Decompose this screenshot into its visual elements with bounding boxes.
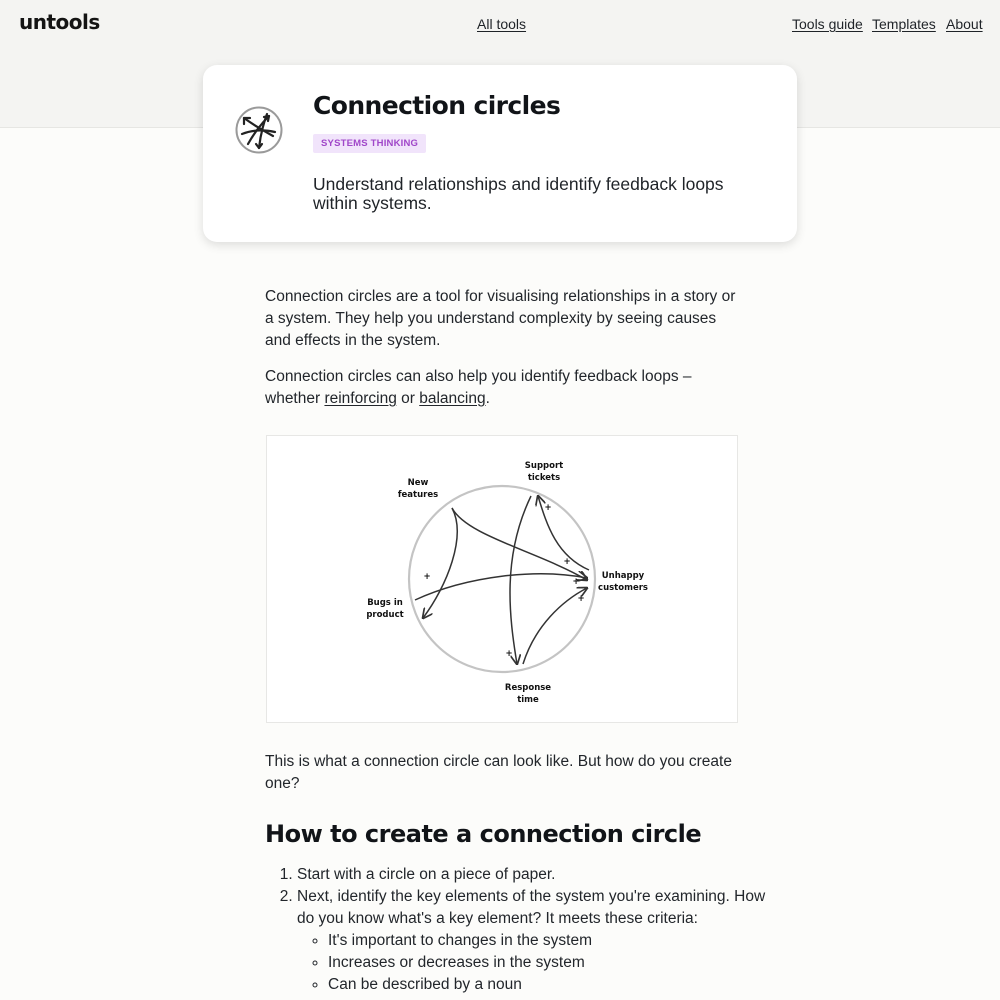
criteria-item: ◦ Increases or decreases in the system [328,952,777,974]
intro-section [265,286,745,424]
connection-circle-icon [235,106,283,154]
plus-sign: + [563,557,571,567]
nav-all-tools[interactable]: All tools [477,16,527,32]
step-2 [297,886,777,996]
nav-templates[interactable]: Templates [872,16,936,32]
steps-list [265,864,777,996]
category-tag[interactable]: SYSTEMS THINKING [313,134,426,153]
label-new-2: features [397,490,439,500]
arrows [415,496,589,664]
intro-paragraph: Connection circles are a tool for visualising relationships in a story or a system. They help you understand complexity by seeing causes and effects in the system. [265,288,736,349]
feedback-text-mid: or [396,390,420,407]
label-unhappy-2: customers [598,583,648,593]
tool-description: Understand relationships and identify feedback loops within systems. [313,174,724,213]
feedback-paragraph [265,366,745,410]
plus-sign: + [577,594,585,604]
label-support-1: Support [524,461,564,471]
label-bugs-1: Bugs in [367,598,403,608]
tool-header-card [203,65,797,242]
circle-outline [409,486,595,672]
label-bugs-2: product [366,610,404,620]
label-support-2: tickets [527,473,561,483]
connection-circle-diagram [266,435,738,723]
nav-tools-guide[interactable]: Tools guide [792,16,863,32]
nav-about[interactable]: About [946,16,983,32]
section-heading: How to create a connection circle [265,820,702,848]
label-response-1: Response [504,683,552,693]
criteria-list [297,930,777,996]
logo[interactable]: untools [19,10,100,34]
feedback-text-end: . [485,390,490,407]
label-response-2: time [517,695,539,705]
plus-sign: + [423,572,431,582]
plus-sign: + [505,649,513,659]
step-1: 1. Start with a circle on a piece of paper. [297,864,777,886]
criteria-item: ◦ It's important to changes in the system [328,930,777,952]
plus-sign: + [572,577,580,587]
label-new-1: New [407,478,429,488]
criteria-item: ◦ Can be described by a noun [328,974,777,996]
balancing-link[interactable]: balancing [419,390,486,407]
diagram-svg [267,436,737,722]
page-title: Connection circles [313,91,561,120]
label-unhappy-1: Unhappy [601,571,645,581]
plus-sign: + [544,503,552,513]
feedback-text-start: Connection circles can also help you identify feedback loops – whether [265,368,692,407]
reinforcing-link[interactable]: reinforcing [324,390,397,407]
figure-caption-paragraph: This is what a connection circle can look like. But how do you create one? [265,753,732,792]
step-2-text: Next, identify the key elements of the system you're examining. How do you know what's a key element? It meets these criteria: [297,888,766,927]
